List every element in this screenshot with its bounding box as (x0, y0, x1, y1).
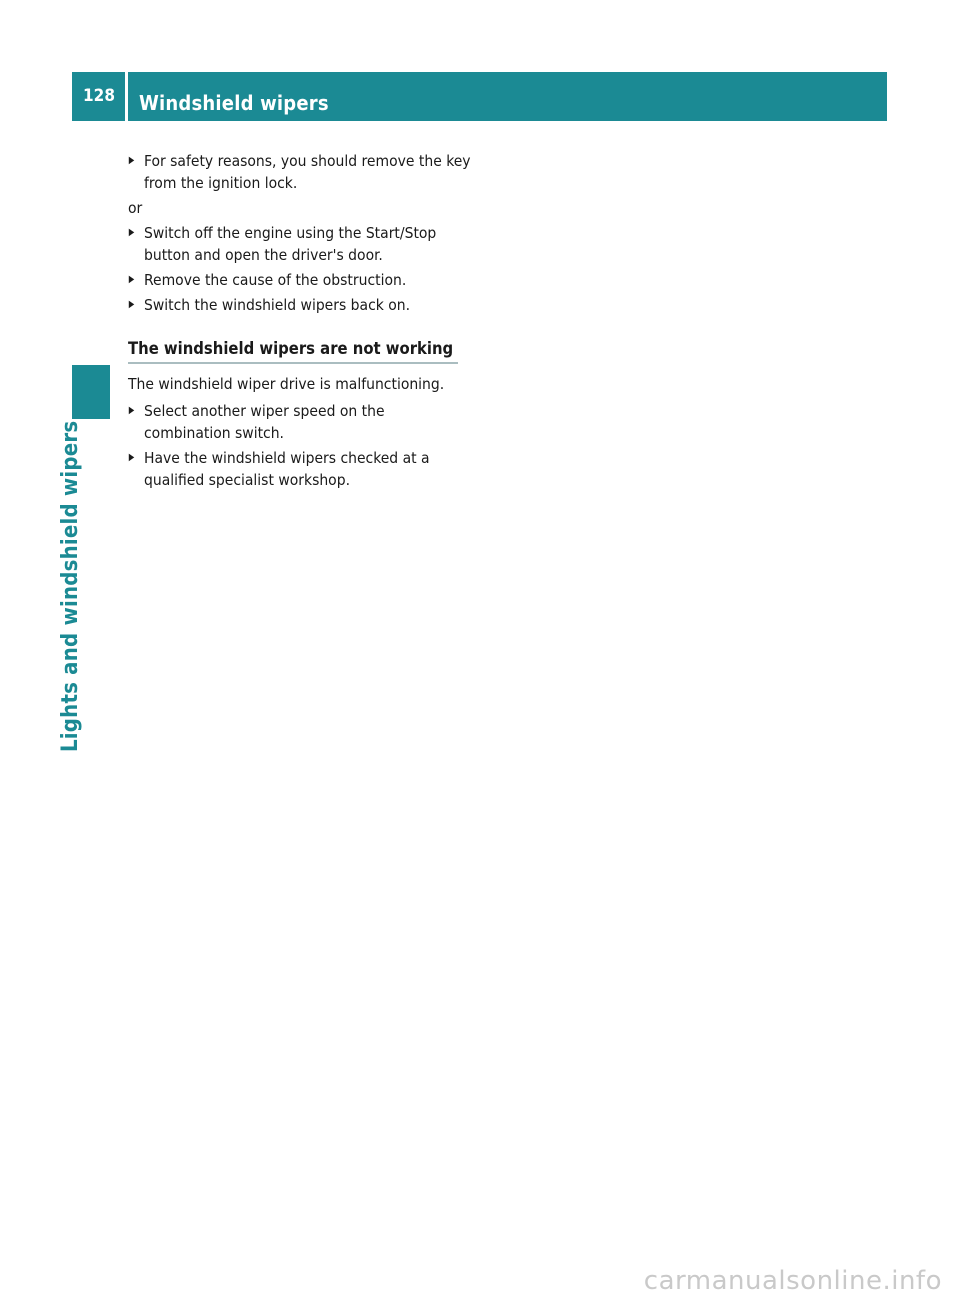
instruction-step (128, 150, 473, 194)
instruction-step (128, 269, 473, 291)
page-title: Windshield wipers (139, 91, 329, 115)
main-content (128, 150, 473, 494)
arrow-right-icon: ▶ (128, 299, 135, 310)
chapter-label: Lights and windshield wipers (58, 420, 83, 752)
step-text: Select another wiper speed on the combination switch. (144, 402, 385, 442)
step-text: For safety reasons, you should remove the key from the ignition lock. (144, 152, 471, 192)
instruction-step (128, 447, 473, 491)
arrow-right-icon: ▶ (128, 274, 135, 285)
arrow-right-icon: ▶ (128, 405, 135, 416)
step-text: Remove the cause of the obstruction. (144, 271, 407, 289)
arrow-right-icon: ▶ (128, 452, 135, 463)
arrow-right-icon: ▶ (128, 155, 135, 166)
body-paragraph: The windshield wiper drive is malfunctioning. (128, 375, 445, 393)
or-text: or (128, 199, 143, 217)
page-number: 128 (83, 86, 115, 106)
instruction-step (128, 400, 473, 444)
arrow-right-icon: ▶ (128, 227, 135, 238)
instruction-step (128, 294, 473, 316)
watermark: carmanualsonline.info (643, 1266, 942, 1296)
section-heading: The windshield wipers are not working (128, 338, 458, 364)
step-text: Have the windshield wipers checked at a qualified specialist workshop. (144, 449, 430, 489)
step-text: Switch off the engine using the Start/Stop button and open the driver's door. (144, 224, 437, 264)
header-divider (125, 72, 128, 121)
step-text: Switch the windshield wipers back on. (144, 296, 411, 314)
instruction-step (128, 222, 473, 266)
